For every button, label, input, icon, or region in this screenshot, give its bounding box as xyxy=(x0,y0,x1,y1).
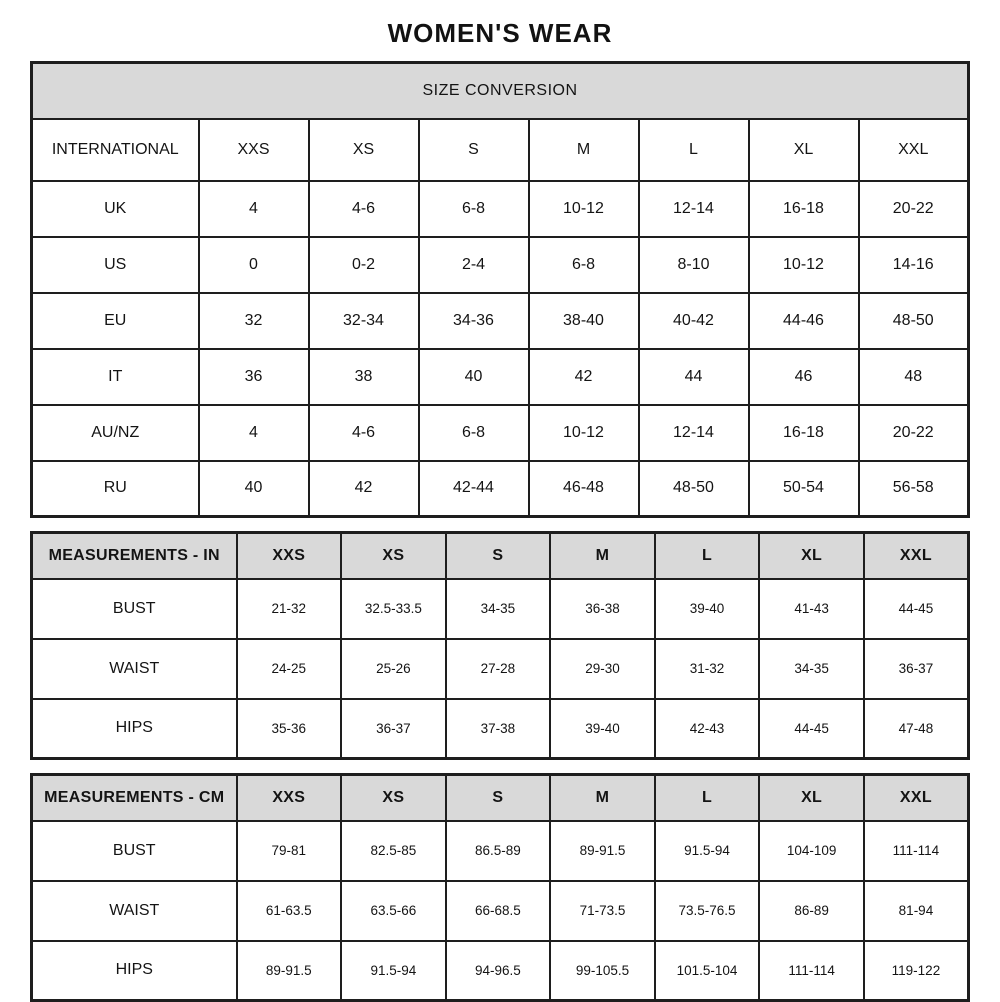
table-cell: 79-81 xyxy=(237,821,342,881)
table-row xyxy=(32,181,969,237)
table-cell: 20-22 xyxy=(859,405,969,461)
table-cell: S xyxy=(419,119,529,181)
column-header-xxl: XXL xyxy=(864,533,969,579)
table-cell: 46-48 xyxy=(529,461,639,517)
measurements-cm-title: MEASUREMENTS - CM xyxy=(32,775,237,821)
table-cell: XXL xyxy=(859,119,969,181)
table-cell: 111-114 xyxy=(759,941,864,1001)
size-conversion-header-row xyxy=(32,63,969,119)
column-header-l: L xyxy=(655,533,760,579)
measurements-cm-table xyxy=(30,773,970,1002)
table-cell: 40-42 xyxy=(639,293,749,349)
table-cell: 40 xyxy=(199,461,309,517)
size-conversion-title: SIZE CONVERSION xyxy=(32,63,969,119)
table-cell: 32 xyxy=(199,293,309,349)
table-cell: 91.5-94 xyxy=(655,821,760,881)
row-label: WAIST xyxy=(32,881,237,941)
table-cell: 48-50 xyxy=(859,293,969,349)
column-header-s: S xyxy=(446,533,551,579)
table-cell: 89-91.5 xyxy=(237,941,342,1001)
table-cell: 32-34 xyxy=(309,293,419,349)
table-row xyxy=(32,699,969,759)
table-row xyxy=(32,639,969,699)
row-label: INTERNATIONAL xyxy=(32,119,199,181)
table-row xyxy=(32,119,969,181)
table-cell: 44 xyxy=(639,349,749,405)
table-cell: 31-32 xyxy=(655,639,760,699)
table-cell: 119-122 xyxy=(864,941,969,1001)
table-cell: 16-18 xyxy=(749,181,859,237)
row-label: HIPS xyxy=(32,699,237,759)
table-cell: 4-6 xyxy=(309,405,419,461)
table-cell: 56-58 xyxy=(859,461,969,517)
table-cell: 44-46 xyxy=(749,293,859,349)
table-cell: 37-38 xyxy=(446,699,551,759)
row-label: US xyxy=(32,237,199,293)
table-cell: 86-89 xyxy=(759,881,864,941)
table-cell: 16-18 xyxy=(749,405,859,461)
measurements-in-table xyxy=(30,531,970,760)
table-cell: 48-50 xyxy=(639,461,749,517)
table-cell: 71-73.5 xyxy=(550,881,655,941)
table-cell: 73.5-76.5 xyxy=(655,881,760,941)
table-cell: 111-114 xyxy=(864,821,969,881)
column-header-xs: XS xyxy=(341,533,446,579)
row-label: WAIST xyxy=(32,639,237,699)
size-conversion-table xyxy=(30,61,970,518)
table-cell: 66-68.5 xyxy=(446,881,551,941)
table-cell: 20-22 xyxy=(859,181,969,237)
table-cell: 36-37 xyxy=(864,639,969,699)
measurements-cm-header-row xyxy=(32,775,969,821)
table-cell: 38-40 xyxy=(529,293,639,349)
column-header-xl: XL xyxy=(759,775,864,821)
table-cell: 89-91.5 xyxy=(550,821,655,881)
table-cell: 6-8 xyxy=(529,237,639,293)
table-cell: 63.5-66 xyxy=(341,881,446,941)
table-cell: 42 xyxy=(309,461,419,517)
table-cell: 42-44 xyxy=(419,461,529,517)
table-cell: 0-2 xyxy=(309,237,419,293)
table-row xyxy=(32,405,969,461)
table-cell: 6-8 xyxy=(419,405,529,461)
table-cell: 61-63.5 xyxy=(237,881,342,941)
table-cell: 10-12 xyxy=(529,181,639,237)
row-label: IT xyxy=(32,349,199,405)
column-header-s: S xyxy=(446,775,551,821)
table-cell: 42-43 xyxy=(655,699,760,759)
table-cell: XS xyxy=(309,119,419,181)
table-row xyxy=(32,237,969,293)
table-row xyxy=(32,461,969,517)
table-row xyxy=(32,941,969,1001)
table-row xyxy=(32,579,969,639)
table-cell: 35-36 xyxy=(237,699,342,759)
table-cell: 14-16 xyxy=(859,237,969,293)
column-header-m: M xyxy=(550,775,655,821)
table-cell: 0 xyxy=(199,237,309,293)
table-row xyxy=(32,821,969,881)
table-cell: 8-10 xyxy=(639,237,749,293)
row-label: AU/NZ xyxy=(32,405,199,461)
table-cell: 2-4 xyxy=(419,237,529,293)
table-cell: 48 xyxy=(859,349,969,405)
table-cell: 24-25 xyxy=(237,639,342,699)
column-header-xxl: XXL xyxy=(864,775,969,821)
table-cell: 42 xyxy=(529,349,639,405)
measurements-in-header-row xyxy=(32,533,969,579)
table-cell: 10-12 xyxy=(749,237,859,293)
table-cell: 44-45 xyxy=(864,579,969,639)
table-cell: 21-32 xyxy=(237,579,342,639)
table-cell: 25-26 xyxy=(341,639,446,699)
table-cell: XL xyxy=(749,119,859,181)
table-cell: 6-8 xyxy=(419,181,529,237)
row-label: EU xyxy=(32,293,199,349)
table-cell: 12-14 xyxy=(639,405,749,461)
table-cell: 4 xyxy=(199,405,309,461)
table-cell: M xyxy=(529,119,639,181)
column-header-xs: XS xyxy=(341,775,446,821)
table-cell: 94-96.5 xyxy=(446,941,551,1001)
table-row xyxy=(32,881,969,941)
table-cell: 104-109 xyxy=(759,821,864,881)
table-cell: 91.5-94 xyxy=(341,941,446,1001)
table-cell: 12-14 xyxy=(639,181,749,237)
column-header-xxs: XXS xyxy=(237,775,342,821)
column-header-l: L xyxy=(655,775,760,821)
table-row xyxy=(32,293,969,349)
row-label: BUST xyxy=(32,821,237,881)
table-cell: 10-12 xyxy=(529,405,639,461)
measurements-in-title: MEASUREMENTS - IN xyxy=(32,533,237,579)
table-cell: 46 xyxy=(749,349,859,405)
table-cell: 40 xyxy=(419,349,529,405)
table-cell: 101.5-104 xyxy=(655,941,760,1001)
table-cell: 36 xyxy=(199,349,309,405)
column-header-xxs: XXS xyxy=(237,533,342,579)
table-cell: 44-45 xyxy=(759,699,864,759)
table-cell: 99-105.5 xyxy=(550,941,655,1001)
table-cell: 47-48 xyxy=(864,699,969,759)
table-cell: 50-54 xyxy=(749,461,859,517)
table-cell: L xyxy=(639,119,749,181)
table-cell: 4-6 xyxy=(309,181,419,237)
table-cell: 34-35 xyxy=(759,639,864,699)
table-cell: 29-30 xyxy=(550,639,655,699)
table-cell: 86.5-89 xyxy=(446,821,551,881)
table-cell: 34-35 xyxy=(446,579,551,639)
table-cell: XXS xyxy=(199,119,309,181)
table-cell: 41-43 xyxy=(759,579,864,639)
row-label: RU xyxy=(32,461,199,517)
table-row xyxy=(32,349,969,405)
column-header-m: M xyxy=(550,533,655,579)
table-cell: 38 xyxy=(309,349,419,405)
column-header-xl: XL xyxy=(759,533,864,579)
row-label: BUST xyxy=(32,579,237,639)
table-cell: 36-38 xyxy=(550,579,655,639)
table-cell: 39-40 xyxy=(550,699,655,759)
page-title: WOMEN'S WEAR xyxy=(387,18,613,48)
table-cell: 27-28 xyxy=(446,639,551,699)
table-cell: 81-94 xyxy=(864,881,969,941)
table-cell: 34-36 xyxy=(419,293,529,349)
row-label: HIPS xyxy=(32,941,237,1001)
table-cell: 82.5-85 xyxy=(341,821,446,881)
table-cell: 36-37 xyxy=(341,699,446,759)
table-cell: 39-40 xyxy=(655,579,760,639)
table-cell: 4 xyxy=(199,181,309,237)
table-cell: 32.5-33.5 xyxy=(341,579,446,639)
row-label: UK xyxy=(32,181,199,237)
